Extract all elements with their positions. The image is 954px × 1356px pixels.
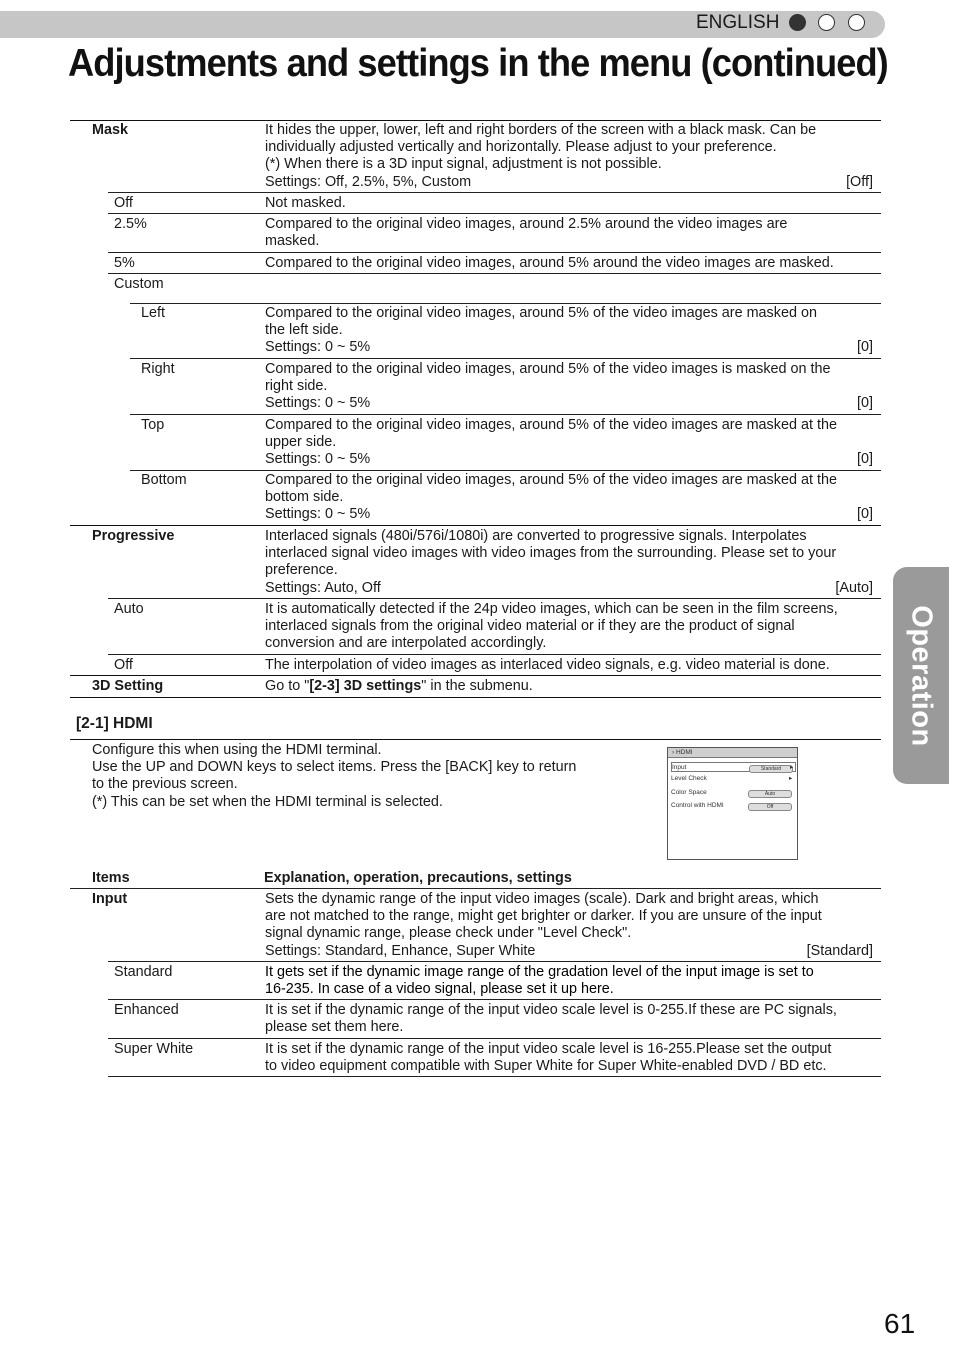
column-header-explanation: Explanation, operation, precautions, settings <box>264 870 572 886</box>
option-5-percent-description: Compared to the original video images, around 5% around the video images are masked. <box>265 255 834 271</box>
page-dot-icon <box>848 14 865 31</box>
language-label: ENGLISH <box>696 12 780 33</box>
section-rule <box>70 739 881 740</box>
osd-row-control-with-hdmi: Control with HDMI Off <box>671 801 796 811</box>
option-off: Off <box>114 657 133 673</box>
input-description: Sets the dynamic range of the input video images (scale). Dark and bright areas, which are not matched to the range, might get brighter or darker. If you are unsure of the input signal dynamic range, please check under "Level Check". Settings: Standard, Enhance, Super White [Standard] <box>265 891 873 959</box>
item-mask: Mask <box>92 122 128 138</box>
option-auto-description: It is automatically detected if the 24p video images, which can be seen in the film screens, interlaced signals from the original video material or if they are the product of signal conversion and are interpolated accordingly. <box>265 601 838 652</box>
option-enhanced-description: It is set if the dynamic range of the input video scale level is 0-255.If these are PC signals, please set them here. <box>265 1002 837 1036</box>
option-auto: Auto <box>114 601 144 617</box>
hdmi-menu-screenshot <box>667 747 798 860</box>
mask-description: It hides the upper, lower, left and right borders of the screen with a black mask. Can be individually adjusted vertically and horizontally. Please adjust to your preference. (*) When there is a 3D input signal, adjustment is not possible. Settings: Off, 2.5%, 5%, Custom [Off] <box>265 122 873 190</box>
progressive-description: Interlaced signals (480i/576i/1080i) are converted to progressive signals. Interpolates interlaced signal video images with video images from the surrounding. Please set to your preference. Settings: Auto, Off [Auto] <box>265 528 873 596</box>
osd-header: › HDMI <box>668 748 797 758</box>
option-enhanced: Enhanced <box>114 1002 179 1018</box>
option-top-description: Compared to the original video images, around 5% of the video images are masked at the upper side. Settings: 0 ~ 5% [0] <box>265 417 873 468</box>
row-divider <box>70 675 881 676</box>
arrow-right-icon: ▸ <box>789 775 793 782</box>
row-divider <box>108 598 881 599</box>
item-progressive: Progressive <box>92 528 175 544</box>
row-divider <box>108 252 881 253</box>
item-3d-setting: 3D Setting <box>92 678 164 694</box>
row-divider <box>108 1038 881 1039</box>
table-bottom-rule <box>70 697 881 698</box>
3d-setting-description: Go to "[2-3] 3D settings" in the submenu. <box>265 678 533 694</box>
row-divider <box>70 525 881 526</box>
option-bottom-description: Compared to the original video images, around 5% of the video images are masked at the bottom side. Settings: 0 ~ 5% [0] <box>265 472 873 523</box>
page-dot-icon-filled <box>789 14 806 31</box>
option-right-description: Compared to the original video images, around 5% of the video images is masked on the right side. Settings: 0 ~ 5% [0] <box>265 361 873 412</box>
option-off-description: Not masked. <box>265 195 346 211</box>
option-left: Left <box>141 305 166 321</box>
row-divider <box>130 303 881 304</box>
mask-settings: Settings: Off, 2.5%, 5%, Custom [Off] <box>265 173 873 190</box>
option-left-description: Compared to the original video images, around 5% of the video images are masked on the left side. Settings: 0 ~ 5% [0] <box>265 305 873 356</box>
option-top: Top <box>141 417 165 433</box>
column-header-items: Items <box>92 870 130 886</box>
option-off: Off <box>114 195 133 211</box>
table-bottom-rule <box>108 1076 881 1077</box>
row-divider <box>108 961 881 962</box>
option-standard: Standard <box>114 964 173 980</box>
option-standard-description: It gets set if the dynamic image range of the gradation level of the input image is set to 16-235. In case of a video signal, please set it up here. <box>265 964 814 998</box>
row-divider <box>70 888 881 889</box>
row-divider <box>108 213 881 214</box>
item-input: Input <box>92 891 128 907</box>
osd-row-level-check: Level Check ▸ <box>671 775 793 782</box>
osd-row-input: Input Standard ▸ <box>671 762 796 772</box>
table-top-rule <box>70 120 881 121</box>
option-bottom: Bottom <box>141 472 187 488</box>
page-dot-icon <box>818 14 835 31</box>
row-divider <box>130 470 881 471</box>
option-2-5-percent: 2.5% <box>114 216 147 232</box>
option-super-white: Super White <box>114 1041 194 1057</box>
arrow-right-icon: ▸ <box>790 764 794 771</box>
option-5-percent: 5% <box>114 255 135 271</box>
option-right: Right <box>141 361 175 377</box>
link-3d-settings: [2-3] 3D settings <box>309 678 422 694</box>
page-number: 61 <box>884 1308 916 1339</box>
osd-row-color-space: Color Space Auto <box>671 788 796 798</box>
option-2-5-percent-description: Compared to the original video images, around 2.5% around the video images are masked. <box>265 216 788 250</box>
row-divider <box>108 273 881 274</box>
section-tab-label: Operation <box>905 604 938 747</box>
row-divider <box>130 414 881 415</box>
row-divider <box>108 999 881 1000</box>
section-tab-operation <box>893 567 949 784</box>
page-title: Adjustments and settings in the menu (continued) <box>68 42 888 85</box>
section-title-hdmi: [2-1] HDMI <box>76 715 153 732</box>
row-divider <box>130 358 881 359</box>
option-custom: Custom <box>114 276 164 292</box>
chevron-right-icon: › <box>672 749 675 756</box>
hdmi-intro: Configure this when using the HDMI terminal. Use the UP and DOWN keys to select items. Press the [BACK] key to return to the previous screen. (*) This can be set when the HDMI terminal is selected. <box>92 742 577 810</box>
row-divider <box>108 192 881 193</box>
option-super-white-description: It is set if the dynamic range of the input video scale level is 16-255.Please set the output to video equipment compatible with Super White for Super White-enabled DVD / BD etc. <box>265 1041 832 1075</box>
row-divider <box>108 654 881 655</box>
option-off-description: The interpolation of video images as interlaced video signals, e.g. video material is done. <box>265 657 830 673</box>
